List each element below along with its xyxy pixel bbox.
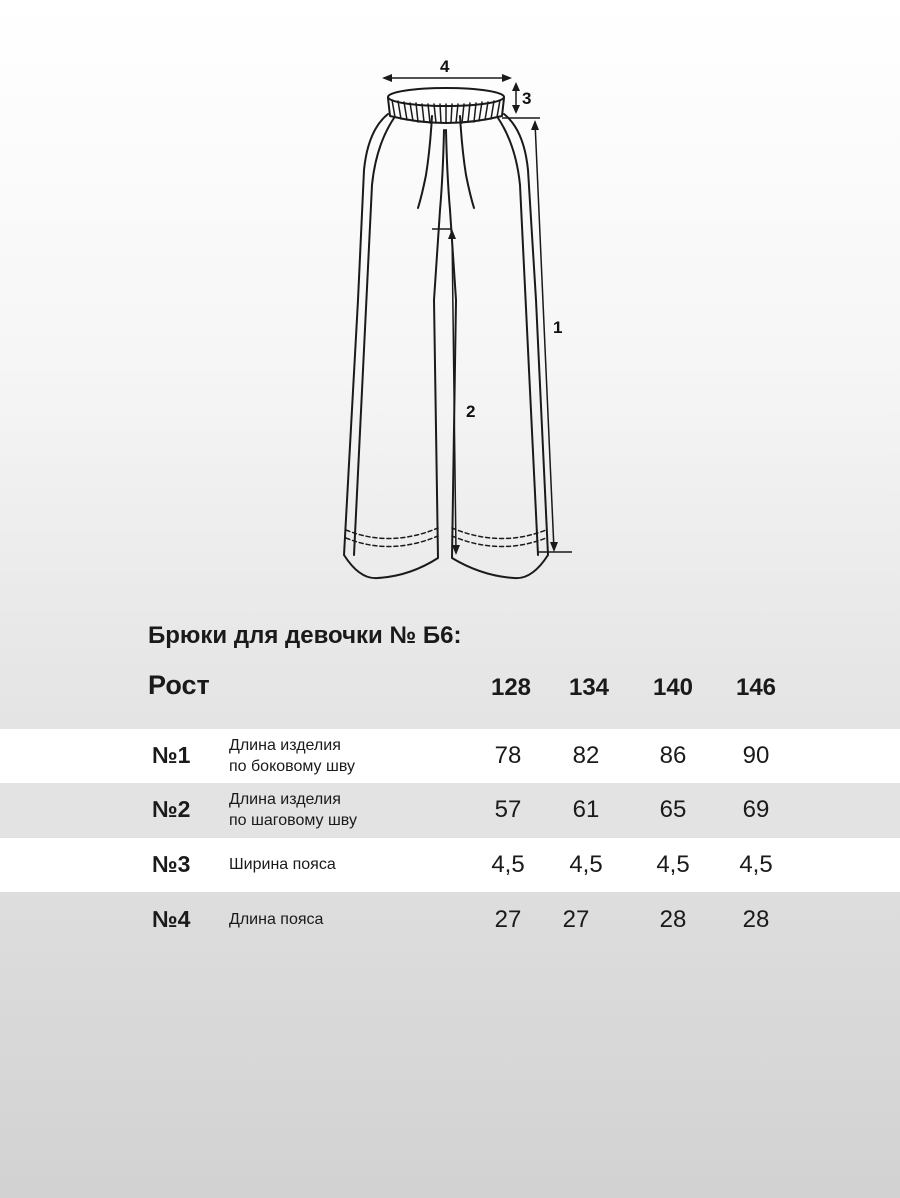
- dim1-arrow-top: [531, 120, 539, 130]
- dim4-arrow-right: [502, 74, 512, 82]
- row-value: 57: [494, 796, 522, 823]
- dim4-label: 4: [440, 57, 450, 76]
- row-value: 4,5: [656, 851, 690, 878]
- table-row: [0, 838, 900, 892]
- size-header: 134: [568, 674, 610, 701]
- measurement-lines: [382, 74, 572, 555]
- table-row: [0, 893, 900, 947]
- right-leg-outline: [446, 114, 548, 578]
- dim2-arrow-top: [448, 229, 456, 239]
- row-value: 69: [742, 796, 770, 823]
- row-number: №4: [152, 906, 191, 932]
- dim2-label: 2: [466, 402, 476, 421]
- table-row: [0, 783, 900, 837]
- dim3-arrow-top: [512, 82, 520, 91]
- row-value: 4,5: [569, 851, 603, 878]
- dim1-arrow-bottom: [550, 542, 558, 552]
- right-hem-stitch: [452, 528, 546, 547]
- row-description: Длина изделия по боковому шву: [229, 737, 355, 775]
- row-description: Длина пояса: [229, 911, 324, 928]
- row-value: 86: [659, 742, 687, 769]
- row-value: 90: [742, 742, 770, 769]
- height-header-label: Рост: [148, 670, 210, 700]
- row-number: №2: [152, 796, 191, 822]
- size-chart-title: Брюки для девочки № Б6:: [148, 622, 462, 649]
- size-header: 128: [490, 674, 532, 701]
- dim2-arrow-bottom: [452, 545, 460, 555]
- row-value: 28: [742, 906, 770, 933]
- row-number: №1: [152, 742, 191, 768]
- drawstring-left: [418, 116, 432, 208]
- dim3-label: 3: [522, 89, 532, 108]
- size-header: 146: [735, 674, 777, 701]
- row-description: Длина изделия по шаговому шву: [229, 791, 357, 829]
- row-value: 65: [659, 796, 687, 823]
- row-description: Ширина пояса: [229, 856, 336, 873]
- row-value: 61: [572, 796, 600, 823]
- size-header-row: [0, 668, 900, 708]
- left-leg-outline: [344, 114, 444, 578]
- dim1-label: 1: [553, 318, 563, 337]
- row-number: №3: [152, 851, 191, 877]
- table-row: [0, 729, 900, 783]
- drawstring-right: [460, 116, 474, 208]
- dim3-arrow-bottom: [512, 105, 520, 114]
- row-value: 28: [659, 906, 687, 933]
- size-header: 140: [652, 674, 694, 701]
- row-value: 78: [494, 742, 522, 769]
- row-value: 4,5: [739, 851, 773, 878]
- row-value: 27: [562, 906, 590, 933]
- row-value: 82: [572, 742, 600, 769]
- pants-drawing: [344, 88, 548, 578]
- left-hem-stitch: [346, 528, 438, 547]
- right-side-stripe: [498, 118, 538, 555]
- row-value: 27: [494, 906, 522, 933]
- row-value: 4,5: [491, 851, 525, 878]
- dim4-arrow-left: [382, 74, 392, 82]
- left-side-stripe: [354, 118, 394, 555]
